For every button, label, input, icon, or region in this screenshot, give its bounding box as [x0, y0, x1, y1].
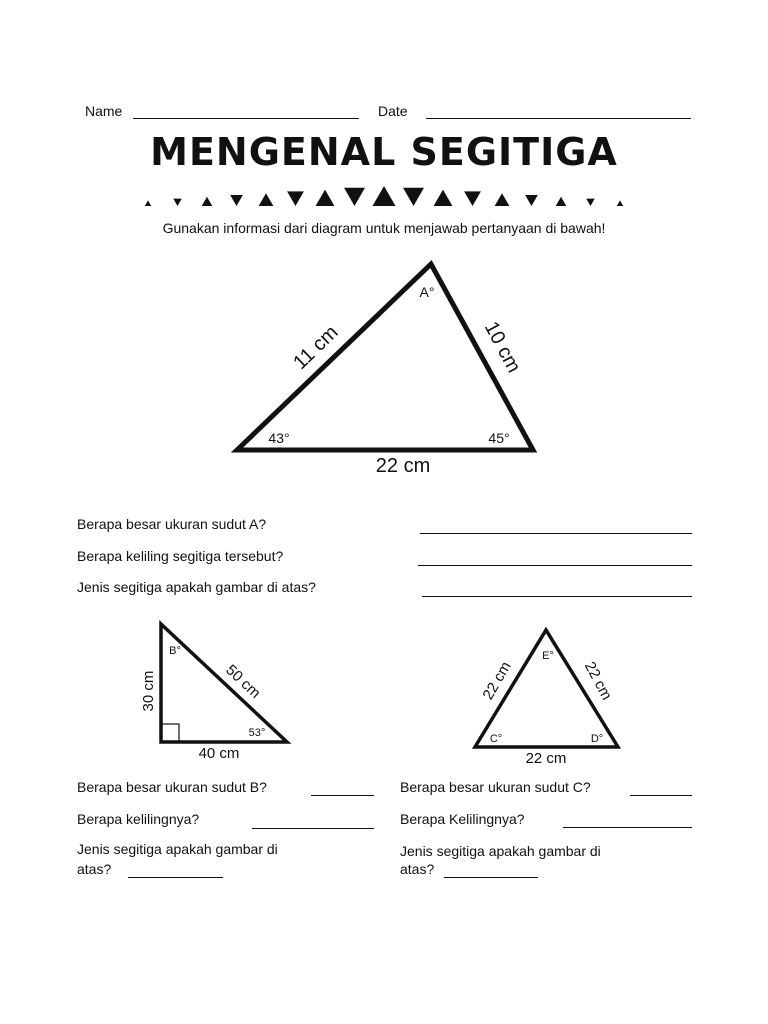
date-label: Date — [378, 103, 408, 119]
question-perimeter-equilateral: Berapa Kelilingnya? — [400, 811, 525, 827]
answer-line-type-right[interactable] — [128, 877, 223, 878]
instruction-text: Gunakan informasi dari diagram untuk menjawab pertanyaan di bawah! — [162, 220, 606, 236]
name-label: Name — [85, 103, 123, 119]
question-type-main: Jenis segitiga apakah gambar di atas? — [77, 579, 316, 595]
answer-line-angle-b[interactable] — [311, 795, 374, 796]
answer-line-type-equilateral[interactable] — [444, 877, 538, 878]
equilateral-angle-top-label: E° — [542, 650, 554, 662]
right-side-vertical-label: 30 cm — [140, 670, 157, 712]
main-side-right-label: 10 cm — [479, 317, 525, 377]
main-angle-top-label: A° — [419, 284, 435, 300]
question-angle-a: Berapa besar ukuran sudut A? — [77, 516, 267, 532]
main-angle-right-label: 45° — [488, 430, 510, 446]
answer-line-angle-c[interactable] — [630, 795, 692, 796]
question-angle-c: Berapa besar ukuran sudut C? — [400, 779, 591, 795]
main-side-left-label: 11 cm — [289, 321, 343, 374]
question-type-equilateral-line1: Jenis segitiga apakah gambar di — [400, 843, 601, 859]
right-angle-bottom-right-label: 53° — [248, 727, 266, 739]
equilateral-angle-right-label: D° — [590, 733, 604, 745]
equilateral-side-left-label: 22 cm — [479, 658, 515, 703]
question-type-right-line1: Jenis segitiga apakah gambar di — [77, 841, 278, 857]
answer-line-perimeter-right[interactable] — [252, 828, 374, 829]
question-type-equilateral-line2: atas? — [400, 861, 435, 877]
question-perimeter-right: Berapa kelilingnya? — [77, 811, 200, 827]
main-side-bottom-label: 22 cm — [375, 455, 431, 477]
right-side-hypotenuse-label: 50 cm — [222, 661, 264, 702]
answer-line-perimeter-equilateral[interactable] — [563, 827, 692, 828]
right-side-bottom-label: 40 cm — [198, 745, 240, 762]
page-title: MENGENAL SEGITIGA — [150, 130, 618, 174]
question-perimeter-main: Berapa keliling segitiga tersebut? — [77, 548, 284, 564]
equilateral-side-right-label: 22 cm — [580, 658, 616, 703]
main-angle-left-label: 43° — [268, 430, 290, 446]
question-angle-b: Berapa besar ukuran sudut B? — [77, 779, 267, 795]
question-type-right-line2: atas? — [77, 861, 112, 877]
equilateral-side-bottom-label: 22 cm — [525, 750, 567, 767]
equilateral-angle-left-label: C° — [489, 733, 503, 745]
right-angle-top-label: B° — [169, 645, 181, 657]
